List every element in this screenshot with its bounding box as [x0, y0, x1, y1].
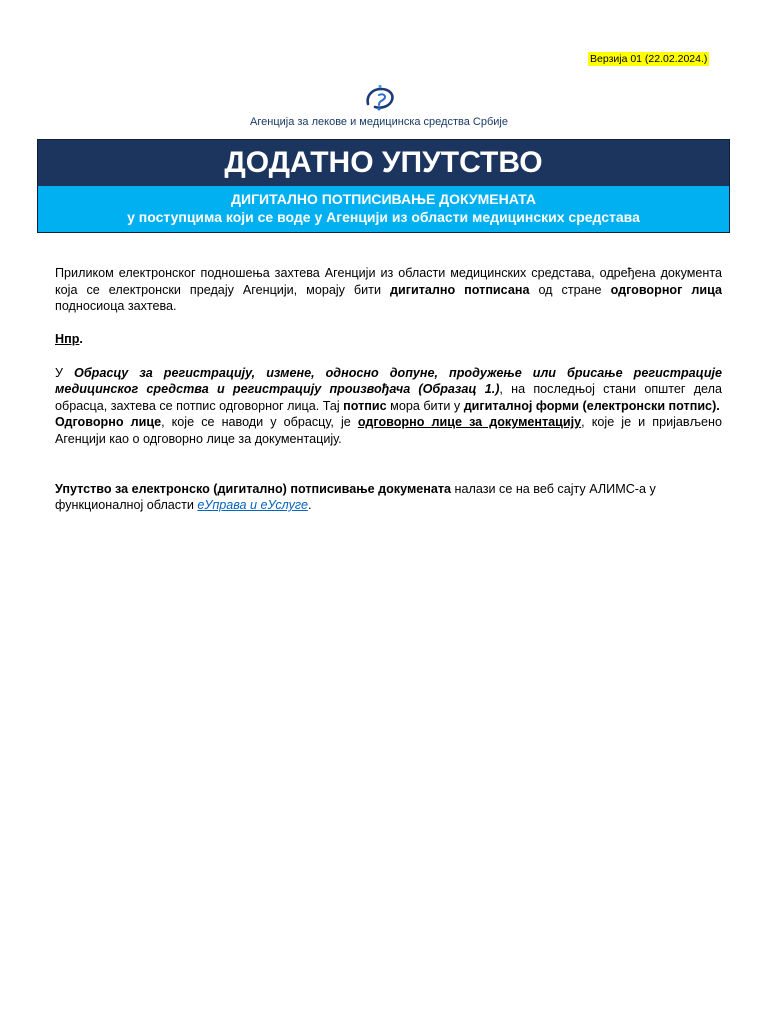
document-title: ДОДАТНО УПУТСТВО — [38, 140, 729, 186]
bold-run: дигитално потписана — [389, 282, 530, 297]
euprava-euslugee-link[interactable]: еУправа и еУслуге — [197, 498, 308, 513]
example-label-dot: . — [79, 332, 83, 347]
instructions-paragraph — [55, 481, 722, 514]
agency-name: Агенција за лекове и медицинска средства Србије — [250, 116, 508, 128]
bold-run: Упутство за електронско (дигитално) потписивање докумената — [55, 481, 452, 496]
bold-run: одговорног лица — [610, 282, 723, 297]
document-body — [55, 265, 722, 514]
text-run: од стране — [529, 282, 611, 297]
text-run: , на последњој стани општег дела обрасца, захтева се потпис одговорног лица. Тај — [55, 382, 722, 413]
title-banner — [37, 139, 730, 233]
alims-logo-icon — [360, 84, 400, 114]
example-label-text: Нпр — [55, 332, 80, 347]
text-run: налази се на веб сајту АЛИМС-а у функционалној области — [55, 481, 656, 513]
intro-paragraph — [55, 265, 722, 315]
document-subtitle — [38, 186, 729, 232]
form-name: Обрасцу за регистрацију, измене, односно допуне, продужење или брисање регистрације медицинског средства и регистрацију произвођача (Образац 1.) — [55, 365, 723, 397]
text-run: У — [55, 365, 75, 380]
bold-underline-run: одговорно лице за документацију — [357, 415, 582, 430]
bold-run: Одговорно лице — [55, 415, 162, 430]
form-paragraph — [55, 365, 722, 415]
text-run: , које је и пријављено Агенцији као о одговорно лице за документацију. — [55, 415, 722, 446]
subtitle-line-2: у поступцима који се воде у Агенцији из области медицинских средстава — [127, 209, 640, 225]
text-run: Приликом електронског подношења захтева Агенцији из области медицинских средстава, одређена документа која се електронски предају Агенцији, морају бити — [55, 266, 722, 297]
text-run: подносиоца захтева. — [55, 299, 177, 314]
responsible-person-paragraph — [55, 414, 722, 447]
bold-run: потпис — [343, 398, 387, 413]
version-badge: Верзија 01 (22.02.2024.) — [590, 53, 708, 65]
text-run: мора бити у — [386, 398, 464, 413]
bold-run: дигиталној форми (електронски потпис). — [463, 398, 720, 413]
text-run: , које се наводи у обрасцу, је — [161, 415, 358, 430]
example-label — [55, 331, 722, 348]
subtitle-line-1: ДИГИТАЛНО ПОТПИСИВАЊЕ ДОКУМЕНАТА — [231, 191, 536, 207]
text-run: . — [307, 498, 312, 513]
